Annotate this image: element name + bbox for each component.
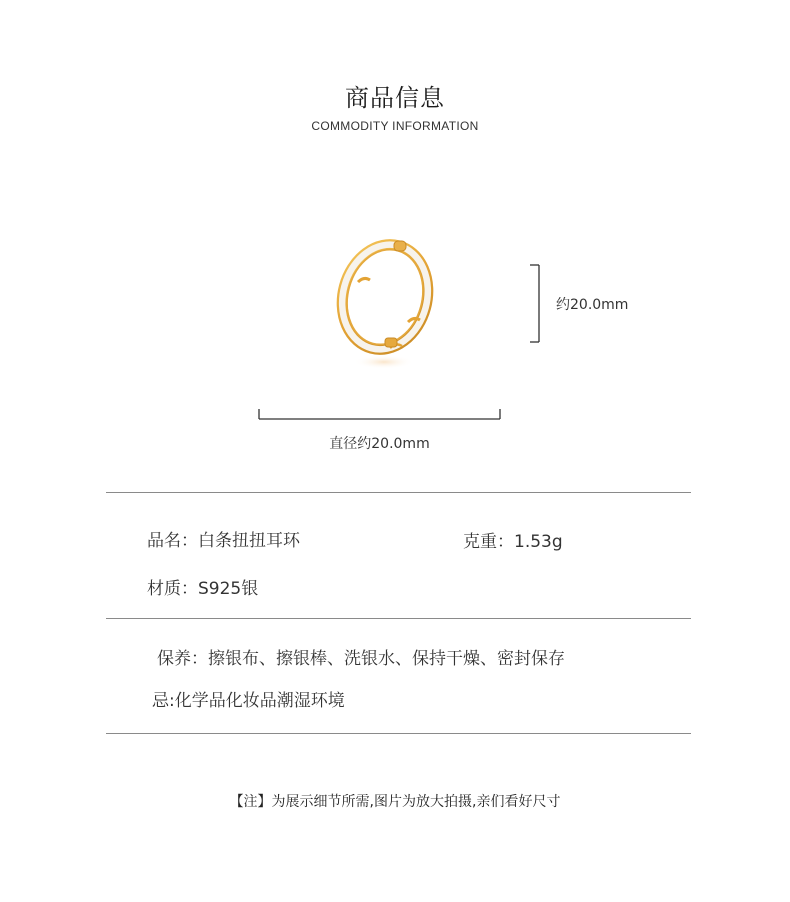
divider-middle [106, 618, 691, 619]
page-subtitle: COMMODITY INFORMATION [311, 119, 479, 133]
diameter-label: 直径约20.0mm [329, 436, 430, 452]
spec-material: 材质：S925银 [147, 579, 259, 599]
diameter-dimension-bracket [258, 406, 501, 420]
divider-top [106, 492, 691, 493]
care-instructions: 保养：擦银布、擦银棒、洗银水、保持干燥、密封保存 [157, 649, 565, 669]
footer-note: 【注】为展示细节所需,图片为放大拍摄,亲们看好尺寸 [229, 794, 561, 810]
height-dimension-bracket [527, 264, 541, 343]
product-image-earring [330, 230, 440, 375]
care-avoid: 忌:化学品化妆品潮湿环境 [152, 691, 345, 711]
page-title: 商品信息 [345, 84, 445, 112]
divider-bottom [106, 733, 691, 734]
spec-weight: 克重：1.53g [463, 532, 563, 552]
spec-product-name: 品名：白条扭扭耳环 [147, 531, 300, 551]
height-label: 约20.0mm [556, 297, 629, 313]
